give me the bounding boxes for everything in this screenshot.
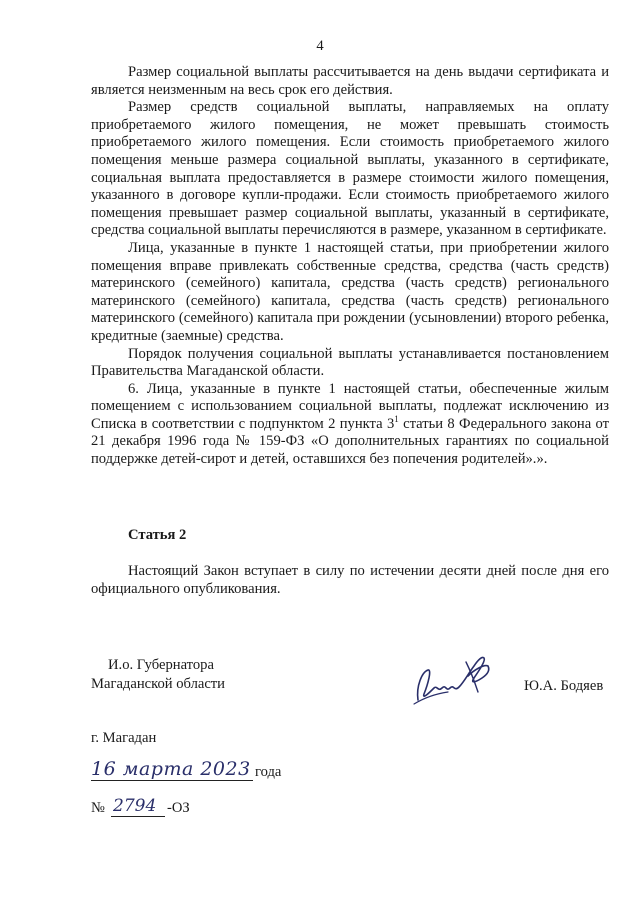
article-2-heading: Статья 2 <box>128 527 187 543</box>
signing-date <box>91 760 331 784</box>
law-number-suffix: -ОЗ <box>167 800 190 816</box>
law-number-prefix: № <box>91 800 105 816</box>
date-suffix: года <box>255 764 282 780</box>
law-number-underline <box>111 816 165 817</box>
article-2-body <box>91 563 609 598</box>
signatory-title-line-2: Магаданской области <box>91 676 225 692</box>
paragraph-point-6 <box>91 381 609 469</box>
signatory-name: Ю.А. Бодяев <box>524 678 604 694</box>
point-6-superscript: 1 <box>394 414 399 425</box>
city: г. Магадан <box>91 730 157 746</box>
paragraph-payment-limit: Размер средств социальной выплаты, направляемых на оплату приобретаемого жилого помещения, не может превышать стоимость приобретаемого жилого помещения. Если стоимость приобретаемого жилого помещения меньше размера социальной выплаты, указанного в сертификате, социальная выплата предоставляется в размере стоимости жилого помещения, указанного в договоре купли-продажи. Если стоимость приобретаемого жилого помещения превышает размер социальной выплаты, указанный в сертификате, средства социальной выплаты перечисляются в размере, указанном в сертификате. <box>91 99 609 239</box>
law-number-handwritten: 2794 <box>113 796 157 816</box>
signatory-title <box>91 656 225 694</box>
article-1-continuation <box>91 64 609 469</box>
signatory-title-line-1: И.о. Губернатора <box>108 657 214 673</box>
article-2-text: Настоящий Закон вступает в силу по истечении десяти дней после дня его официального опубликования. <box>91 563 609 597</box>
point-6-text-end: статьи 8 Федерального закона от 21 декабря 1996 года № 159-ФЗ «О дополнительных гарантиях по социальной поддержке детей-сирот и детей, оставшихся без попечения родителей».». <box>91 415 609 468</box>
page-number: 4 <box>316 38 324 54</box>
date-underline <box>91 780 253 781</box>
point-6-text-start: 6. Лица, указанные в пункте 1 настоящей статьи, обеспеченные жилым помещением с использованием социальной выплаты, подлежат исключению из Списка в соответствии с подпунктом 2 пункта 3 <box>91 380 609 432</box>
handwritten-signature <box>404 648 500 710</box>
paragraph-procedure: Порядок получения социальной выплаты устанавливается постановлением Правительства Магаданской области. <box>91 345 609 380</box>
paragraph-payment-size: Размер социальной выплаты рассчитывается на день выдачи сертификата и является неизменным на весь срок его действия. <box>91 64 609 98</box>
paragraph-additional-funds: Лица, указанные в пункте 1 настоящей статьи, при приобретении жилого помещения вправе привлекать собственные средства, средства (часть средств) материнского (семейного) капитала, средства (часть средств) регионального материнского (семейного) капитала, средства (часть средств) регионального материнского (семейного) капитала при рождении (усыновлении) второго ребенка, кредитные (заемные) средства. <box>91 239 609 344</box>
date-handwritten: 16 марта 2023 <box>91 758 251 780</box>
law-number <box>91 796 291 820</box>
